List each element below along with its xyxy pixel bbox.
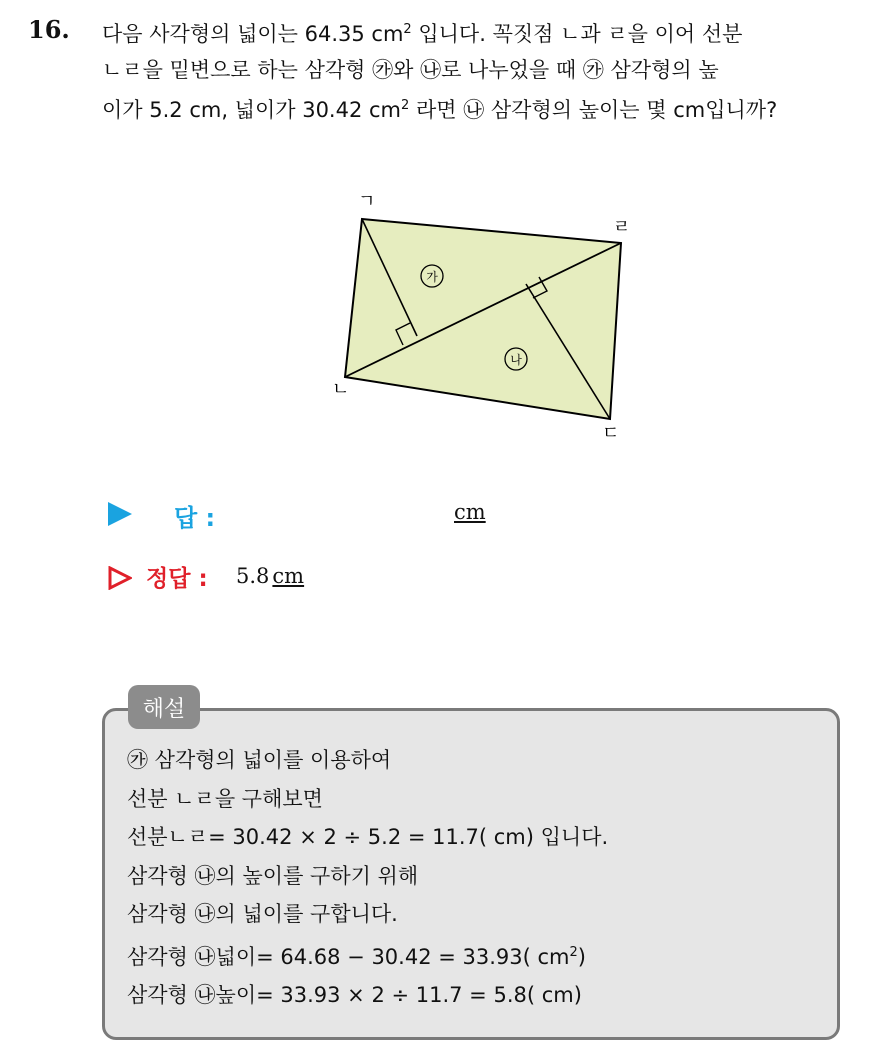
question-number: 16. — [28, 15, 70, 44]
explanation-line: 삼각형 ㉯의 넓이를 구합니다. — [127, 902, 398, 926]
question-text — [102, 12, 872, 128]
question-line-1-part-b: 입니다. 꼭짓점 ㄴ과 ㄹ을 이어 선분 — [411, 22, 743, 46]
question-line-1-part-a: 다음 사각형의 넓이는 64.35 cm — [102, 22, 404, 46]
region-a-label: 가 — [426, 270, 438, 284]
vertex-label-bottom-left: ㄴ — [332, 379, 350, 400]
answer-unit[interactable]: cm — [454, 500, 486, 524]
explanation-tag: 해설 — [128, 685, 200, 729]
outline-arrow-icon — [108, 566, 132, 590]
explanation-line: ㉮ 삼각형의 넓이를 이용하여 — [127, 748, 392, 772]
squared-superscript: 2 — [401, 98, 410, 113]
explanation-line: 선분 ㄴㄹ을 구해보면 — [127, 786, 323, 811]
region-b-label: 나 — [510, 353, 522, 367]
squared-superscript: 2 — [569, 944, 578, 960]
question-line-3-part-b: 라면 ㉯ 삼각형의 높이는 몇 cm입니까? — [409, 98, 778, 122]
correct-answer-label: 정답 : — [146, 566, 208, 592]
correct-answer-unit: cm — [272, 564, 305, 588]
squared-superscript: 2 — [403, 22, 412, 37]
vertex-label-top-right: ㄹ — [613, 217, 631, 238]
explanation-line: 삼각형 ㉯높이= 33.93 × 2 ÷ 11.7 = 5.8( cm) — [127, 983, 582, 1007]
quadrilateral-figure — [320, 185, 650, 445]
explanation-lines — [127, 741, 827, 1015]
explanation-box — [102, 708, 840, 1040]
question-line-2: ㄴㄹ을 밑변으로 하는 삼각형 ㉮와 ㉯로 나누었을 때 ㉮ 삼각형의 높 — [102, 58, 719, 82]
question-line-3-part-a: 이가 5.2 cm, 넓이가 30.42 cm — [102, 98, 402, 122]
explanation-line-text: 삼각형 ㉯넓이= 64.68 − 30.42 = 33.93( cm — [127, 944, 570, 969]
quadrilateral-shape — [345, 219, 621, 419]
explanation-line — [127, 934, 827, 977]
correct-answer-number: 5.8 — [236, 564, 270, 588]
play-arrow-icon — [108, 502, 132, 526]
question-line-1 — [102, 12, 872, 52]
answer-label: 답 : — [174, 504, 216, 532]
correct-answer-value — [236, 564, 304, 588]
explanation-line: 선분ㄴㄹ= 30.42 × 2 ÷ 5.2 = 11.7( cm) 입니다. — [127, 825, 609, 849]
question-line-3 — [102, 88, 872, 128]
vertex-label-top-left: ㄱ — [358, 191, 376, 212]
closing-paren: ) — [577, 944, 586, 969]
explanation-line: 삼각형 ㉯의 높이를 구하기 위해 — [127, 863, 419, 888]
vertex-label-bottom-right: ㄷ — [602, 423, 620, 444]
